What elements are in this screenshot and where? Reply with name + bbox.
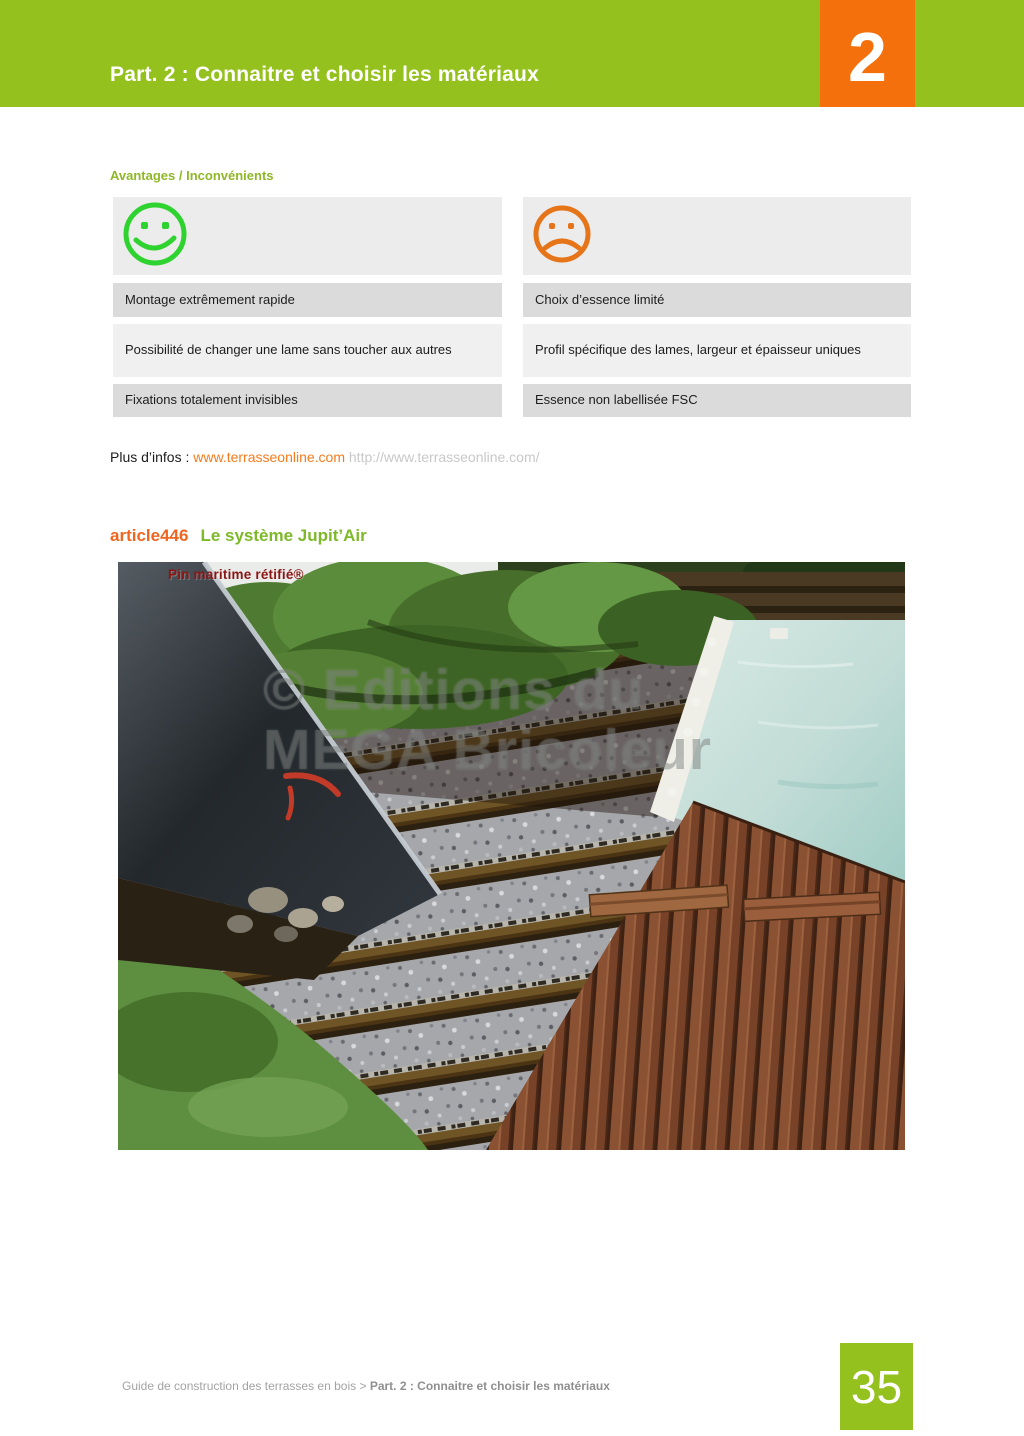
article-heading [110, 526, 367, 546]
pro-cell: Montage extrêmement rapide [113, 283, 502, 317]
more-info-line [110, 449, 540, 465]
more-info-prefix: Plus d’infos : [110, 449, 194, 465]
con-cell: Profil spécifique des lames, largeur et épaisseur uniques [523, 324, 911, 377]
website-link[interactable]: www.terrasseonline.com [193, 449, 345, 465]
chapter-number-box [820, 0, 915, 107]
chapter-number: 2 [848, 17, 887, 96]
watermark-line: © Editions du [263, 658, 645, 722]
photo-label: Pin maritime rétifié® [168, 567, 304, 582]
terrace-construction-photo [118, 562, 905, 1150]
website-url-text: http://www.terrasseonline.com/ [348, 449, 540, 465]
breadcrumb-current: Part. 2 : Connaitre et choisir les matériaux [369, 1379, 610, 1393]
photo-watermark [263, 660, 712, 781]
con-cell: Choix d’essence limité [523, 283, 911, 317]
article-title: Le système Jupit’Air [200, 526, 367, 545]
pros-icon-cell [113, 197, 502, 275]
photo-illustration [118, 562, 905, 1150]
page-title: Part. 2 : Connaitre et choisir les matériaux [110, 63, 539, 86]
table-row [113, 283, 911, 317]
page-number: 35 [850, 1360, 903, 1413]
table-row [113, 197, 911, 275]
pro-cell: Possibilité de changer une lame sans toucher aux autres [113, 324, 502, 377]
table-row [113, 324, 911, 377]
table-row [113, 384, 911, 417]
pros-cons-table [113, 197, 911, 417]
sad-smiley-icon [532, 204, 592, 269]
page-number-box [840, 1343, 913, 1430]
breadcrumb-prefix: Guide de construction des terrasses en bois > [122, 1379, 370, 1393]
con-cell: Essence non labellisée FSC [523, 384, 911, 417]
section-label: Avantages / Inconvénients [110, 168, 274, 183]
cons-icon-cell [523, 197, 911, 275]
pro-cell: Fixations totalement invisibles [113, 384, 502, 417]
watermark-line: MEGA Bricoleur [263, 718, 712, 783]
breadcrumb [122, 1379, 610, 1393]
article-id: article446 [110, 526, 189, 545]
happy-smiley-icon [122, 201, 188, 272]
